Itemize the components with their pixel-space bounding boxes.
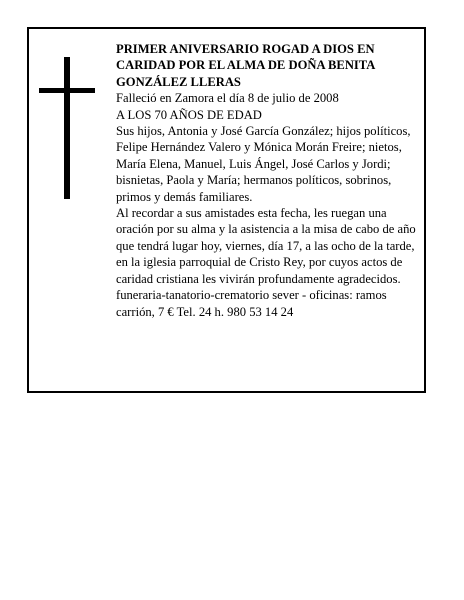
notice-headline: PRIMER ANIVERSARIO ROGAD A DIOS EN CARIDAD POR EL ALMA DE DOÑA BENITA GONZÁLEZ LLERAS	[116, 42, 375, 89]
funeral-home-info: funeraria-tanatorio-crematorio sever - oficinas: ramos carrión, 7 € Tel. 24 h. 980 53 14 24	[116, 288, 387, 319]
age-line: A LOS 70 AÑOS DE EDAD	[116, 107, 262, 122]
family-list: Sus hijos, Antonia y José García González; hijos políticos, Felipe Hernández Valero y Mónica Morán Freire; nietos, María Elena, Manuel, Luis Ángel, José Carlos y Jordi; bisnietas, Paola y María; hermanos políticos, sobrinos, primos y demás familiares.	[116, 124, 411, 204]
cross-vertical-bar	[64, 57, 70, 199]
obituary-notice	[27, 27, 426, 393]
cross-horizontal-bar	[39, 88, 95, 93]
death-info: Falleció en Zamora el día 8 de julio de 2008	[116, 91, 339, 106]
mass-request: Al recordar a sus amistades esta fecha, les ruegan una oración por su alma y la asistencia a la misa de cabo de año que tendrá lugar hoy, viernes, día 17, a las ocho de la tarde, en la iglesia parroquial de Cristo Rey, por cuyos actos de caridad cristiana les vivirán profundamente agradecidos.	[116, 206, 416, 286]
cross-icon	[39, 57, 95, 199]
notice-text	[116, 41, 416, 320]
